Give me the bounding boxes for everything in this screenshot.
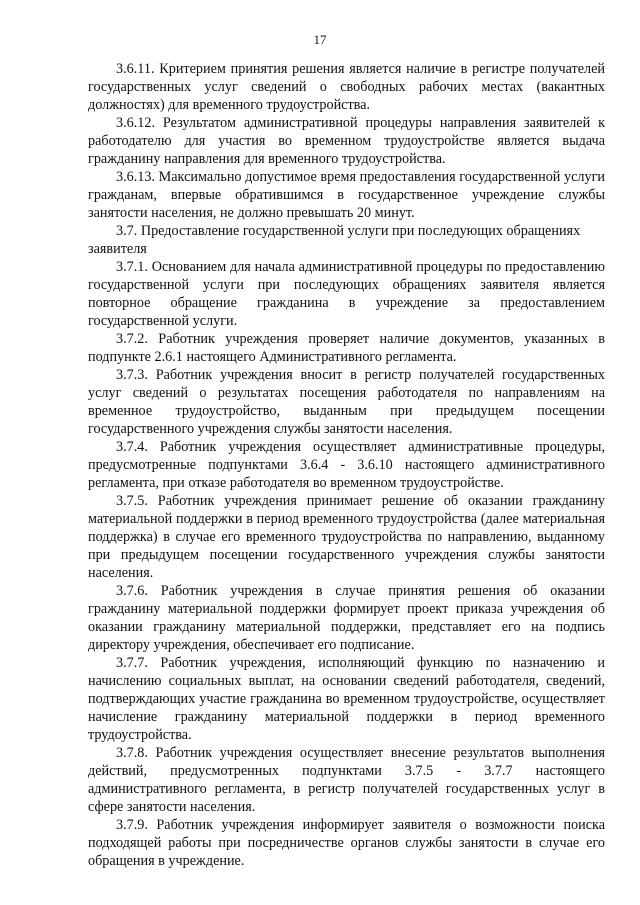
paragraph-3-6-11: 3.6.11. Критерием принятия решения является наличие в регистре получателей государственных услуг сведений о свободных рабочих местах (вакантных должностях) для временного трудоустройства. bbox=[88, 61, 605, 113]
paragraph-3-7-6: 3.7.6. Работник учреждения в случае принятия решения об оказании гражданину материальной поддержки формирует проект приказа учреждения об оказании гражданину материальной поддержки, представляет его на подпись директору учреждения, обеспечивает его подписание. bbox=[88, 583, 605, 653]
paragraph-3-7-9: 3.7.9. Работник учреждения информирует заявителя о возможности поиска подходящей работы при посредничестве органов службы занятости в случае его обращения в учреждение. bbox=[88, 817, 605, 869]
paragraph-3-6-13: 3.6.13. Максимально допустимое время предоставления государственной услуги гражданам, впервые обратившимся в государственное учреждение службы занятости населения, не должно превышать 20 минут. bbox=[88, 169, 605, 221]
paragraph-3-7-1: 3.7.1. Основанием для начала административной процедуры по предоставлению государственной услуги при последующих обращениях заявителя является повторное обращение гражданина в учреждение за предоставлением государственной услуги. bbox=[88, 259, 605, 329]
paragraph-3-7-2: 3.7.2. Работник учреждения проверяет наличие документов, указанных в подпункте 2.6.1 настоящего Административного регламента. bbox=[88, 331, 605, 365]
paragraph-3-7-5: 3.7.5. Работник учреждения принимает решение об оказании гражданину материальной поддержки в период временного трудоустройства (далее материальная поддержка) в случае его временного трудоустройства по направлению, выданному при предыдущем посещении государственного учреждения службы занятости населения. bbox=[88, 493, 605, 581]
section-heading-3-7: 3.7. Предоставление государственной услуги при последующих обращениях заявителя bbox=[88, 223, 581, 257]
paragraph-3-7-7: 3.7.7. Работник учреждения, исполняющий функцию по назначению и начислению социальных выплат, на основании сведений работодателя, сведений, подтверждающих участие гражданина во временном трудоустройстве, осуществляет начисление гражданину материальной поддержки в период временного трудоустройства. bbox=[88, 655, 605, 743]
paragraph-3-7-8: 3.7.8. Работник учреждения осуществляет внесение результатов выполнения действий, предусмотренных подпунктами 3.7.5 - 3.7.7 настоящего административного регламента, в регистр получателей государственных услуг в сфере занятости населения. bbox=[88, 745, 605, 815]
document-body bbox=[88, 60, 605, 870]
paragraph-3-6-12: 3.6.12. Результатом административной процедуры направления заявителей к работодателю для участия во временном трудоустройстве является выдача гражданину направления для временного трудоустройства. bbox=[88, 115, 605, 167]
paragraph-3-7-4: 3.7.4. Работник учреждения осуществляет административные процедуры, предусмотренные подпунктами 3.6.4 - 3.6.10 настоящего административного регламента, при отказе работодателя во временном трудоустройстве. bbox=[88, 439, 605, 491]
paragraph-3-7-3: 3.7.3. Работник учреждения вносит в регистр получателей государственных услуг сведений о результатах посещения работодателя по направлениям на временное трудоустройство, выданным при предыдущем посещении государственного учреждения службы занятости населения. bbox=[88, 367, 605, 437]
page-number: 17 bbox=[313, 32, 327, 47]
